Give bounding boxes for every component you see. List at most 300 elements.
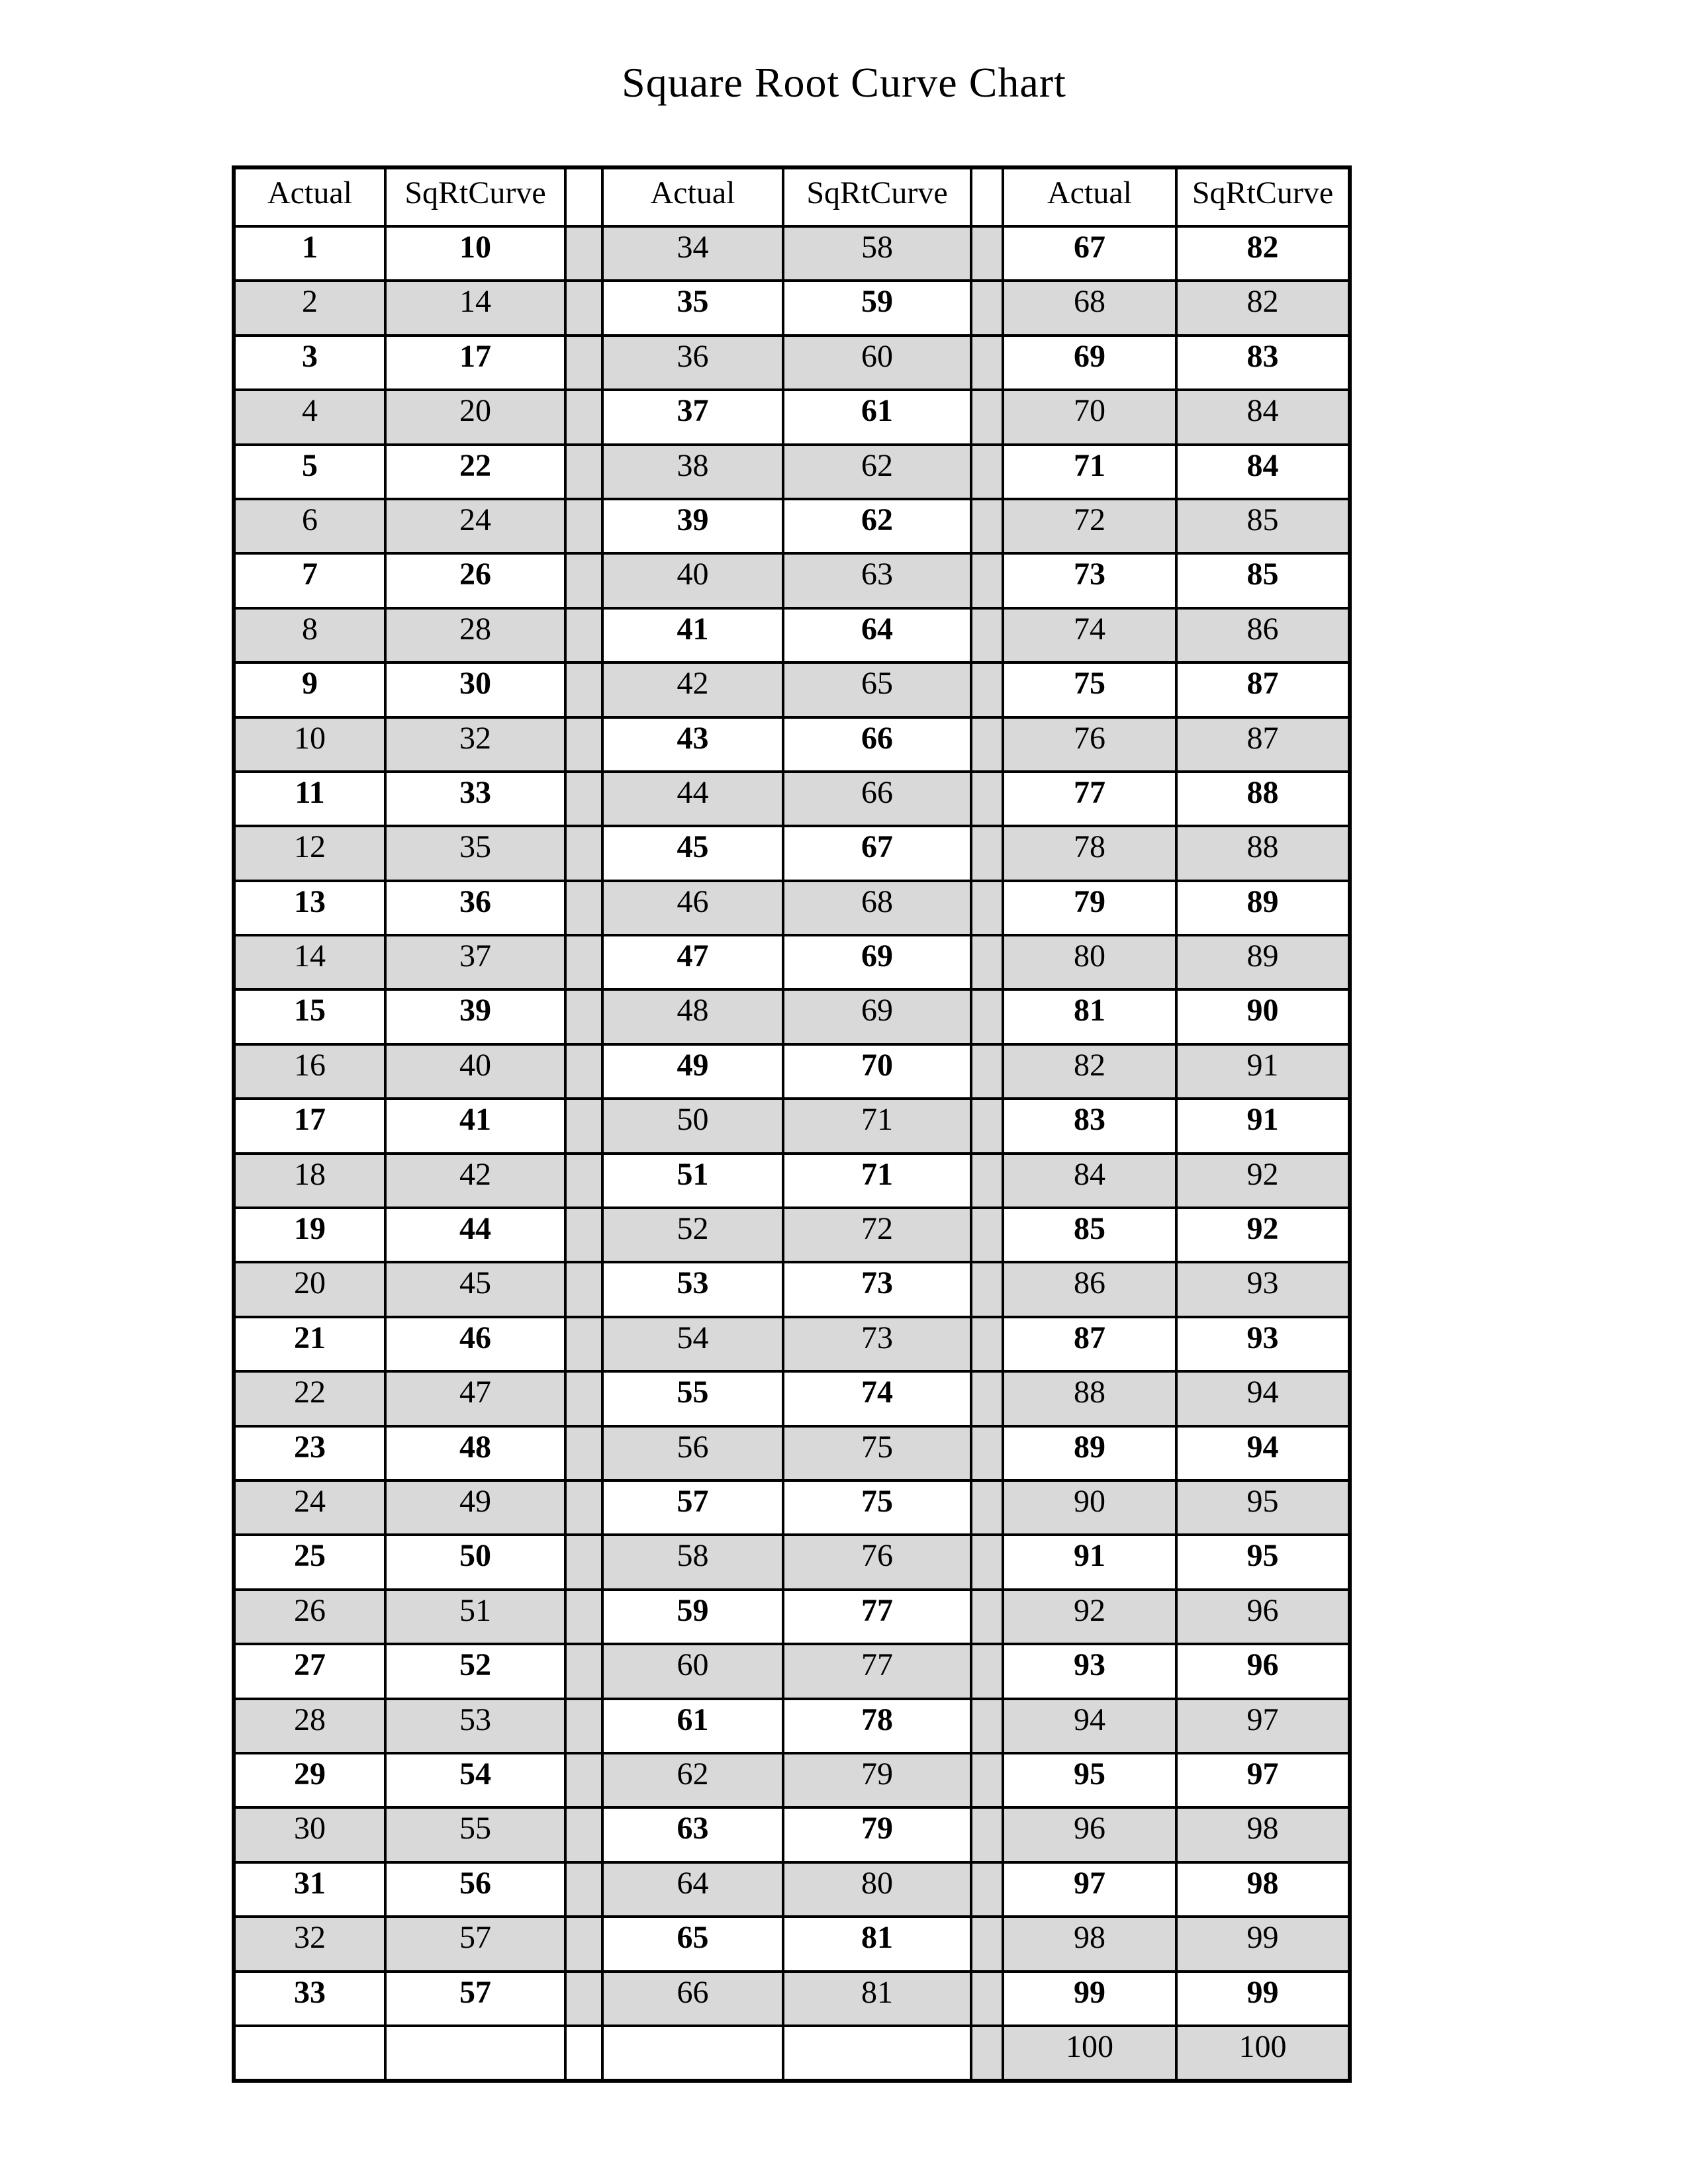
separator-cell: [971, 1099, 1003, 1153]
group-1-actual-cell: 24: [234, 1480, 385, 1535]
separator-cell: [565, 662, 602, 717]
group-3-actual-cell: 100: [1003, 2026, 1176, 2081]
table-row: [234, 826, 1350, 880]
group-3-curve-cell: 82: [1176, 226, 1350, 281]
separator-cell: [971, 717, 1003, 772]
group-3-actual-cell: 69: [1003, 336, 1176, 390]
table-row: [234, 881, 1350, 935]
separator-cell: [971, 1480, 1003, 1535]
table-row: [234, 553, 1350, 608]
group-2-actual-cell: 37: [602, 390, 783, 444]
group-2-actual-cell: 53: [602, 1262, 783, 1316]
group-2-curve-cell: 58: [783, 226, 971, 281]
group-3-actual-cell: 88: [1003, 1371, 1176, 1426]
group-1-curve-cell: 35: [385, 826, 565, 880]
group-3-curve-cell: 89: [1176, 881, 1350, 935]
group-1-curve-cell: 17: [385, 336, 565, 390]
separator-cell: [971, 2026, 1003, 2081]
group-1-actual-cell: 25: [234, 1535, 385, 1589]
group-2-actual-cell: 51: [602, 1154, 783, 1208]
separator-cell: [565, 390, 602, 444]
group-3-curve-cell: 100: [1176, 2026, 1350, 2081]
group-2-curve-cell: 66: [783, 717, 971, 772]
group-1-curve-cell: 42: [385, 1154, 565, 1208]
group-3-actual-cell: 94: [1003, 1699, 1176, 1753]
group-3-actual-cell: 96: [1003, 1807, 1176, 1862]
group-3-actual-cell: 97: [1003, 1862, 1176, 1917]
group-1-curve-cell: 46: [385, 1317, 565, 1371]
group-3-curve-cell: 93: [1176, 1262, 1350, 1316]
group-1-actual-header: Actual: [234, 167, 385, 226]
group-3-actual-cell: 78: [1003, 826, 1176, 880]
separator-cell: [971, 1044, 1003, 1099]
separator-cell: [971, 1590, 1003, 1644]
group-3-actual-cell: 70: [1003, 390, 1176, 444]
group-3-curve-cell: 96: [1176, 1644, 1350, 1698]
group-1-curve-cell: 57: [385, 1972, 565, 2026]
separator-cell: [971, 553, 1003, 608]
group-2-actual-cell: 46: [602, 881, 783, 935]
group-3-actual-cell: 87: [1003, 1317, 1176, 1371]
group-1-actual-cell: 17: [234, 1099, 385, 1153]
table-row: [234, 772, 1350, 826]
group-2-curve-cell: 73: [783, 1262, 971, 1316]
group-3-curve-cell: 98: [1176, 1862, 1350, 1917]
separator-cell: [565, 1317, 602, 1371]
group-3-actual-cell: 83: [1003, 1099, 1176, 1153]
group-2-actual-cell: 45: [602, 826, 783, 880]
table-row: [234, 1535, 1350, 1589]
group-2-curve-cell: 75: [783, 1426, 971, 1480]
group-3-curve-cell: 94: [1176, 1426, 1350, 1480]
separator-cell: [971, 1371, 1003, 1426]
group-3-curve-cell: 85: [1176, 499, 1350, 553]
table-body: [234, 226, 1350, 2081]
group-3-actual-cell: 84: [1003, 1154, 1176, 1208]
table-row: [234, 717, 1350, 772]
separator-cell: [971, 662, 1003, 717]
group-2-actual-cell: [602, 2026, 783, 2081]
separator-cell: [565, 1154, 602, 1208]
group-3-curve-cell: 87: [1176, 717, 1350, 772]
group-2-actual-cell: 41: [602, 608, 783, 662]
separator-cell: [971, 1644, 1003, 1698]
group-2-actual-cell: 64: [602, 1862, 783, 1917]
group-3-curve-cell: 99: [1176, 1972, 1350, 2026]
group-2-actual-cell: 65: [602, 1917, 783, 1971]
group-3-actual-cell: 75: [1003, 662, 1176, 717]
group-2-actual-cell: 58: [602, 1535, 783, 1589]
separator-cell: [971, 826, 1003, 880]
group-1-actual-cell: 23: [234, 1426, 385, 1480]
group-1-actual-cell: 27: [234, 1644, 385, 1698]
group-2-curve-cell: 77: [783, 1644, 971, 1698]
group-2-actual-cell: 52: [602, 1208, 783, 1262]
group-2-curve-cell: 64: [783, 608, 971, 662]
separator-cell: [971, 1154, 1003, 1208]
separator-cell: [971, 1262, 1003, 1316]
separator-cell: [565, 1099, 602, 1153]
group-3-curve-cell: 92: [1176, 1208, 1350, 1262]
group-3-actual-cell: 72: [1003, 499, 1176, 553]
table-row: [234, 1972, 1350, 2026]
group-1-curve-cell: 30: [385, 662, 565, 717]
table-row: [234, 989, 1350, 1044]
group-1-curve-cell: 41: [385, 1099, 565, 1153]
group-1-curve-cell: 37: [385, 935, 565, 989]
table-row: [234, 1154, 1350, 1208]
group-2-actual-cell: 55: [602, 1371, 783, 1426]
group-1-actual-cell: 6: [234, 499, 385, 553]
separator-cell: [971, 1426, 1003, 1480]
separator-cell: [971, 881, 1003, 935]
group-3-curve-cell: 98: [1176, 1807, 1350, 1862]
group-3-curve-cell: 91: [1176, 1099, 1350, 1153]
separator-cell: [971, 772, 1003, 826]
group-2-actual-cell: 47: [602, 935, 783, 989]
group-3-actual-cell: 91: [1003, 1535, 1176, 1589]
group-1-actual-cell: 19: [234, 1208, 385, 1262]
group-2-actual-cell: 44: [602, 772, 783, 826]
group-2-curve-cell: 79: [783, 1807, 971, 1862]
separator-cell: [565, 1753, 602, 1807]
separator-cell: [971, 445, 1003, 499]
group-1-actual-cell: 2: [234, 281, 385, 335]
separator-cell: [565, 1426, 602, 1480]
group-1-actual-cell: 20: [234, 1262, 385, 1316]
group-1-curve-cell: 40: [385, 1044, 565, 1099]
group-2-actual-cell: 59: [602, 1590, 783, 1644]
group-2-actual-cell: 36: [602, 336, 783, 390]
group-2-curve-cell: 77: [783, 1590, 971, 1644]
group-1-curve-cell: 33: [385, 772, 565, 826]
group-3-curve-cell: 95: [1176, 1535, 1350, 1589]
group-3-actual-cell: 81: [1003, 989, 1176, 1044]
group-1-actual-cell: 18: [234, 1154, 385, 1208]
group-1-curve-cell: 50: [385, 1535, 565, 1589]
group-2-curve-cell: 68: [783, 881, 971, 935]
group-2-curve-cell: 79: [783, 1753, 971, 1807]
group-2-actual-cell: 43: [602, 717, 783, 772]
group-1-curve-cell: 39: [385, 989, 565, 1044]
table-row: [234, 608, 1350, 662]
group-2-actual-cell: 63: [602, 1807, 783, 1862]
table-row: [234, 1317, 1350, 1371]
separator-cell: [971, 1862, 1003, 1917]
separator-cell: [565, 1972, 602, 2026]
separator-cell: [971, 1317, 1003, 1371]
group-1-curve-cell: 54: [385, 1753, 565, 1807]
group-1-curve-cell: 52: [385, 1644, 565, 1698]
group-3-curve-cell: 87: [1176, 662, 1350, 717]
group-3-actual-cell: 73: [1003, 553, 1176, 608]
group-1-actual-cell: 28: [234, 1699, 385, 1753]
separator-cell: [565, 772, 602, 826]
group-1-curve-cell: 28: [385, 608, 565, 662]
group-1-curve-cell: [385, 2026, 565, 2081]
separator-header-cell: [971, 167, 1003, 226]
group-2-actual-cell: 60: [602, 1644, 783, 1698]
table-row: [234, 390, 1350, 444]
group-1-actual-cell: 7: [234, 553, 385, 608]
group-2-curve-cell: 73: [783, 1317, 971, 1371]
separator-cell: [565, 1044, 602, 1099]
group-3-actual-cell: 92: [1003, 1590, 1176, 1644]
group-2-curve-cell: 76: [783, 1535, 971, 1589]
group-2-curve-cell: 62: [783, 445, 971, 499]
group-3-actual-header: Actual: [1003, 167, 1176, 226]
group-2-actual-cell: 40: [602, 553, 783, 608]
group-1-actual-cell: 29: [234, 1753, 385, 1807]
group-2-actual-cell: 61: [602, 1699, 783, 1753]
group-3-actual-cell: 82: [1003, 1044, 1176, 1099]
separator-cell: [565, 1480, 602, 1535]
group-3-actual-cell: 80: [1003, 935, 1176, 989]
group-2-actual-cell: 54: [602, 1317, 783, 1371]
group-1-actual-cell: 1: [234, 226, 385, 281]
group-2-curve-cell: 69: [783, 989, 971, 1044]
group-3-actual-cell: 93: [1003, 1644, 1176, 1698]
separator-cell: [565, 826, 602, 880]
group-3-curve-cell: 84: [1176, 445, 1350, 499]
separator-cell: [565, 336, 602, 390]
group-1-actual-cell: 32: [234, 1917, 385, 1971]
group-1-actual-cell: 9: [234, 662, 385, 717]
group-3-actual-cell: 71: [1003, 445, 1176, 499]
group-1-actual-cell: [234, 2026, 385, 2081]
group-3-curve-cell: 93: [1176, 1317, 1350, 1371]
group-3-curve-cell: 82: [1176, 281, 1350, 335]
group-3-actual-cell: 89: [1003, 1426, 1176, 1480]
separator-cell: [565, 445, 602, 499]
group-2-curve-cell: 72: [783, 1208, 971, 1262]
group-3-curve-cell: 86: [1176, 608, 1350, 662]
group-3-actual-cell: 77: [1003, 772, 1176, 826]
group-3-curve-cell: 95: [1176, 1480, 1350, 1535]
separator-cell: [565, 1807, 602, 1862]
separator-cell: [565, 1644, 602, 1698]
group-1-actual-cell: 26: [234, 1590, 385, 1644]
group-1-actual-cell: 13: [234, 881, 385, 935]
group-3-actual-cell: 76: [1003, 717, 1176, 772]
separator-cell: [565, 1371, 602, 1426]
group-1-actual-cell: 22: [234, 1371, 385, 1426]
table-row: [234, 499, 1350, 553]
group-2-actual-cell: 35: [602, 281, 783, 335]
group-1-actual-cell: 30: [234, 1807, 385, 1862]
table-row: [234, 1644, 1350, 1698]
separator-cell: [565, 1862, 602, 1917]
group-1-curve-cell: 48: [385, 1426, 565, 1480]
group-3-curve-cell: 90: [1176, 989, 1350, 1044]
group-2-actual-cell: 34: [602, 226, 783, 281]
separator-cell: [971, 935, 1003, 989]
group-1-curve-cell: 14: [385, 281, 565, 335]
group-1-curve-cell: 26: [385, 553, 565, 608]
group-1-actual-cell: 14: [234, 935, 385, 989]
group-1-curve-cell: 44: [385, 1208, 565, 1262]
group-1-curve-cell: 22: [385, 445, 565, 499]
group-1-actual-cell: 5: [234, 445, 385, 499]
group-3-curve-cell: 99: [1176, 1917, 1350, 1971]
group-1-actual-cell: 31: [234, 1862, 385, 1917]
header-row: [234, 167, 1350, 226]
group-1-curve-cell: 55: [385, 1807, 565, 1862]
group-3-curve-cell: 91: [1176, 1044, 1350, 1099]
group-3-curve-cell: 92: [1176, 1154, 1350, 1208]
group-2-curve-cell: 78: [783, 1699, 971, 1753]
group-1-actual-cell: 12: [234, 826, 385, 880]
group-1-actual-cell: 8: [234, 608, 385, 662]
group-2-curve-cell: 71: [783, 1099, 971, 1153]
group-2-actual-cell: 62: [602, 1753, 783, 1807]
separator-cell: [971, 1535, 1003, 1589]
separator-cell: [971, 1807, 1003, 1862]
group-1-curve-cell: 24: [385, 499, 565, 553]
group-1-curve-header: SqRtCurve: [385, 167, 565, 226]
group-1-actual-cell: 11: [234, 772, 385, 826]
table-row: [234, 662, 1350, 717]
group-2-curve-cell: 81: [783, 1972, 971, 2026]
group-1-curve-cell: 45: [385, 1262, 565, 1316]
table-row: [234, 1753, 1350, 1807]
table-header: [234, 167, 1350, 226]
separator-cell: [971, 281, 1003, 335]
separator-cell: [565, 1699, 602, 1753]
separator-cell: [971, 1753, 1003, 1807]
group-2-curve-cell: 66: [783, 772, 971, 826]
group-2-curve-cell: 70: [783, 1044, 971, 1099]
separator-cell: [971, 608, 1003, 662]
group-3-actual-cell: 86: [1003, 1262, 1176, 1316]
group-1-curve-cell: 57: [385, 1917, 565, 1971]
group-1-curve-cell: 32: [385, 717, 565, 772]
group-2-actual-cell: 39: [602, 499, 783, 553]
group-2-actual-cell: 57: [602, 1480, 783, 1535]
table-row: [234, 1208, 1350, 1262]
table-row: [234, 1099, 1350, 1153]
separator-cell: [565, 935, 602, 989]
group-2-curve-cell: 63: [783, 553, 971, 608]
separator-cell: [565, 1262, 602, 1316]
table-row: [234, 1807, 1350, 1862]
table-row: [234, 1371, 1350, 1426]
group-3-actual-cell: 98: [1003, 1917, 1176, 1971]
table-row: [234, 1044, 1350, 1099]
separator-cell: [971, 1972, 1003, 2026]
group-2-curve-cell: 74: [783, 1371, 971, 1426]
separator-cell: [971, 336, 1003, 390]
group-3-actual-cell: 68: [1003, 281, 1176, 335]
group-1-actual-cell: 15: [234, 989, 385, 1044]
group-2-curve-cell: 69: [783, 935, 971, 989]
group-3-curve-cell: 88: [1176, 826, 1350, 880]
group-1-curve-cell: 10: [385, 226, 565, 281]
group-3-actual-cell: 95: [1003, 1753, 1176, 1807]
table-row: [234, 1862, 1350, 1917]
group-3-curve-cell: 96: [1176, 1590, 1350, 1644]
table-row: [234, 1590, 1350, 1644]
separator-cell: [971, 1208, 1003, 1262]
separator-cell: [565, 499, 602, 553]
separator-cell: [565, 881, 602, 935]
group-2-curve-cell: 81: [783, 1917, 971, 1971]
separator-cell: [565, 1917, 602, 1971]
separator-cell: [565, 717, 602, 772]
group-1-curve-cell: 20: [385, 390, 565, 444]
group-2-curve-cell: 59: [783, 281, 971, 335]
group-3-curve-cell: 88: [1176, 772, 1350, 826]
group-3-curve-cell: 97: [1176, 1753, 1350, 1807]
group-2-curve-cell: 61: [783, 390, 971, 444]
table-row: [234, 1480, 1350, 1535]
group-2-actual-cell: 38: [602, 445, 783, 499]
group-3-actual-cell: 85: [1003, 1208, 1176, 1262]
group-1-curve-cell: 47: [385, 1371, 565, 1426]
group-2-actual-cell: 50: [602, 1099, 783, 1153]
group-1-curve-cell: 51: [385, 1590, 565, 1644]
group-2-actual-cell: 66: [602, 1972, 783, 2026]
group-3-actual-cell: 90: [1003, 1480, 1176, 1535]
separator-cell: [565, 281, 602, 335]
separator-cell: [565, 1535, 602, 1589]
separator-cell: [565, 226, 602, 281]
group-1-actual-cell: 4: [234, 390, 385, 444]
group-3-curve-cell: 85: [1176, 553, 1350, 608]
group-1-actual-cell: 16: [234, 1044, 385, 1099]
separator-cell: [565, 1590, 602, 1644]
table-row: [234, 1426, 1350, 1480]
group-2-curve-cell: 65: [783, 662, 971, 717]
separator-cell: [565, 608, 602, 662]
separator-cell: [971, 989, 1003, 1044]
group-3-curve-cell: 94: [1176, 1371, 1350, 1426]
separator-cell: [971, 1917, 1003, 1971]
group-3-actual-cell: 67: [1003, 226, 1176, 281]
group-3-curve-cell: 84: [1176, 390, 1350, 444]
separator-cell: [971, 499, 1003, 553]
table-row: [234, 226, 1350, 281]
group-2-actual-cell: 56: [602, 1426, 783, 1480]
table-row: [234, 445, 1350, 499]
table-row: [234, 1262, 1350, 1316]
group-1-actual-cell: 3: [234, 336, 385, 390]
separator-cell: [565, 2026, 602, 2081]
group-2-actual-cell: 49: [602, 1044, 783, 1099]
separator-cell: [565, 553, 602, 608]
separator-cell: [971, 390, 1003, 444]
page-title: Square Root Curve Chart: [622, 59, 1066, 106]
group-2-curve-header: SqRtCurve: [783, 167, 971, 226]
group-2-curve-cell: [783, 2026, 971, 2081]
group-3-actual-cell: 99: [1003, 1972, 1176, 2026]
table-row: [234, 281, 1350, 335]
group-2-curve-cell: 62: [783, 499, 971, 553]
separator-cell: [565, 989, 602, 1044]
table-row: [234, 2026, 1350, 2081]
table-row: [234, 336, 1350, 390]
group-2-curve-cell: 71: [783, 1154, 971, 1208]
group-3-curve-header: SqRtCurve: [1176, 167, 1350, 226]
group-1-actual-cell: 33: [234, 1972, 385, 2026]
separator-cell: [565, 1208, 602, 1262]
group-2-curve-cell: 75: [783, 1480, 971, 1535]
separator-header-cell: [565, 167, 602, 226]
group-1-curve-cell: 56: [385, 1862, 565, 1917]
table-row: [234, 1699, 1350, 1753]
group-3-curve-cell: 83: [1176, 336, 1350, 390]
group-2-curve-cell: 67: [783, 826, 971, 880]
